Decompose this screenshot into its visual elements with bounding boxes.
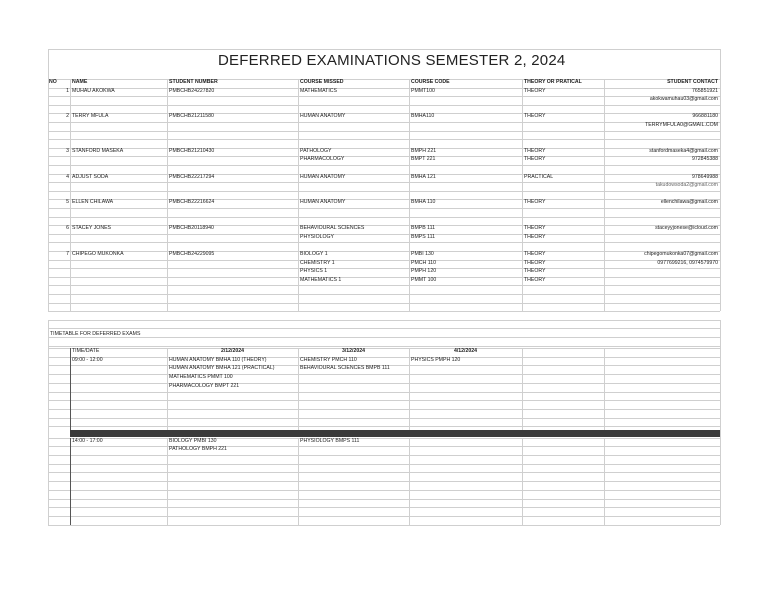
grid-line-h [48, 481, 720, 482]
student-no: 3 [66, 147, 69, 154]
grid-line-h [48, 139, 720, 140]
student-number: PMBCHB24229095 [169, 251, 215, 257]
grid-line-h [48, 242, 720, 243]
grid-line-v [70, 348, 71, 430]
student-no: 4 [66, 173, 69, 180]
student-contact: 966881180 [692, 113, 718, 120]
grid-line-v [522, 438, 523, 525]
course-code: BMHA110 [411, 113, 435, 120]
grid-line-h [48, 392, 720, 393]
student-contact: 972845388 [692, 156, 718, 163]
timetable-exam-entry: PHYSICS PMPH 120 [411, 356, 461, 363]
student-number: PMBCHB21210430 [169, 147, 215, 154]
student-contact: 0977699216, 0974579970 [657, 259, 718, 266]
exam-type: THEORY [524, 251, 546, 257]
student-name: ELLEN CHILAWA [72, 199, 114, 206]
grid-line-h [48, 165, 720, 166]
grid-line-v [70, 79, 71, 311]
course-missed: PHYSICS 1 [300, 268, 328, 275]
exam-type: THEORY [524, 259, 546, 266]
timetable-exam-entry: PHYSIOLOGY BMPS 111 [300, 437, 360, 444]
grid-line-h [48, 455, 720, 456]
grid-line-h [48, 131, 720, 132]
course-missed: PHYSIOLOGY [300, 233, 335, 240]
student-contact: stanfordmaseka4@gmail.com [649, 147, 718, 154]
grid-line-h [48, 499, 720, 500]
timetable-date-header: 3/12/2024 [341, 348, 366, 354]
grid-line-v [604, 79, 605, 311]
course-code: PMMT100 [411, 87, 435, 94]
course-code: PMMT 100 [411, 276, 437, 283]
grid-line-h [48, 464, 720, 465]
course-code: BMPT 221 [411, 156, 436, 163]
course-code: PMPH 120 [411, 268, 437, 275]
student-name: STACEY JONES [72, 225, 112, 232]
grid-line-h [48, 516, 720, 517]
student-no: 7 [66, 251, 69, 257]
header-theory-or-practical: THEORY OR PRATICAL [524, 79, 582, 85]
exam-type: THEORY [524, 276, 546, 283]
grid-line-h [48, 426, 720, 427]
grid-line-h [48, 303, 720, 304]
grid-line-h [48, 105, 720, 106]
grid-line-h [48, 472, 720, 473]
course-code: BMPS 111 [411, 233, 436, 240]
exam-type: PRACTICAL [524, 173, 554, 180]
grid-line-h [48, 409, 720, 410]
sheet-title: DEFERRED EXAMINATIONS SEMESTER 2, 2024 [218, 52, 566, 69]
header-course-code: COURSE CODE [411, 79, 450, 85]
student-contact: TERRYMFULA0@GMAIL.COM [645, 122, 718, 128]
grid-line-h [48, 507, 720, 508]
grid-line-v [298, 348, 299, 430]
course-missed: MATHEMATICS 1 [300, 276, 342, 283]
header-student-number: STUDENT NUMBER [169, 79, 218, 85]
timetable-col-time: TIME/DATE [72, 348, 100, 354]
header-course-missed: COURSE MISSED [300, 79, 344, 85]
timetable-exam-entry: BIOLOGY PMBI 130 [169, 437, 217, 444]
exam-type: THEORY [524, 199, 546, 206]
grid-line-h [48, 490, 720, 491]
student-no: 1 [66, 87, 69, 94]
grid-line-v [720, 49, 721, 311]
timetable-exam-entry: PATHOLOGY BMPH 221 [169, 446, 227, 453]
student-contact: akokwamuhau03@gmail.com [649, 96, 718, 103]
student-number: PMBCHB22216624 [169, 199, 215, 206]
course-code: PMCH 110 [411, 259, 436, 266]
student-contact: ellenchilawa@gmail.com [660, 199, 718, 206]
exam-type: THEORY [524, 233, 546, 240]
grid-line-v [720, 320, 721, 525]
course-missed: MATHEMATICS [300, 87, 337, 94]
course-missed: BIOLOGY 1 [300, 251, 328, 257]
timetable-exam-entry: CHEMISTRY PMCH 110 [300, 356, 357, 363]
grid-line-h [48, 446, 720, 447]
timetable-exam-entry: HUMAN ANATOMY BMHA 121 (PRACTICAL) [169, 365, 275, 372]
student-no: 2 [66, 113, 69, 120]
grid-line-v [409, 438, 410, 525]
timetable-exam-entry: MATHEMATICS PMMT 100 [169, 374, 233, 381]
grid-line-h [48, 374, 720, 375]
exam-type: THEORY [524, 147, 546, 154]
grid-line-h [48, 400, 720, 401]
grid-line-v [604, 348, 605, 430]
header-name: NAME [72, 79, 88, 85]
grid-line-v [167, 438, 168, 525]
student-name: STANFORD MASEKA [72, 147, 124, 154]
timetable-heading: TIMETABLE FOR DEFERRED EXAMS [50, 331, 141, 337]
course-missed: HUMAN ANATOMY [300, 173, 346, 180]
student-contact: 978649988 [692, 173, 718, 180]
student-no: 5 [66, 199, 69, 206]
timetable-exam-entry: BEHAVIOURAL SCIENCES BMPB 111 [300, 365, 390, 372]
grid-line-h [48, 49, 720, 50]
timetable-exam-entry: HUMAN ANATOMY BMHA 110 (THEORY) [169, 356, 267, 363]
student-contact: takudowsoda2@gmail.com [655, 182, 718, 189]
student-number: PMBCHB20118940 [169, 225, 214, 232]
grid-line-h [48, 311, 720, 312]
student-name: TERRY MFULA [72, 113, 109, 120]
course-missed: HUMAN ANATOMY [300, 113, 346, 120]
grid-line-h [48, 525, 720, 526]
grid-line-h [48, 208, 720, 209]
grid-line-h [48, 294, 720, 295]
student-number: PMBCHB22217294 [169, 173, 215, 180]
course-code: BMHA 110 [411, 199, 436, 206]
grid-line-v [522, 79, 523, 311]
grid-line-h [48, 418, 720, 419]
grid-line-v [409, 79, 410, 311]
grid-line-v [48, 320, 49, 525]
course-missed: BEHAVIOURAL SCIENCES [300, 225, 365, 232]
course-code: PMBI 130 [411, 251, 434, 257]
exam-type: THEORY [524, 268, 546, 275]
timetable-time-slot: 09:00 - 12:00 [72, 356, 103, 363]
exam-type: THEORY [524, 225, 546, 232]
grid-line-h [48, 383, 720, 384]
student-name: MUHAU AKOKWA [72, 87, 115, 94]
course-missed: PATHOLOGY [300, 147, 332, 154]
grid-line-h [48, 320, 720, 321]
timetable-divider [70, 430, 720, 437]
grid-line-h [48, 285, 720, 286]
course-missed: HUMAN ANATOMY [300, 199, 346, 206]
exam-type: THEORY [524, 113, 546, 120]
grid-line-v [298, 79, 299, 311]
student-name: ADJUST SODA [72, 173, 109, 180]
student-contact: 765851921 [692, 87, 718, 94]
student-number: PMBCHB21211580 [169, 113, 214, 120]
course-code: BMHA 121 [411, 173, 436, 180]
grid-line-h [48, 191, 720, 192]
header-student-contact: STUDENT CONTACT [667, 79, 718, 85]
timetable-date-header: 4/12/2024 [453, 348, 478, 354]
grid-line-v [298, 438, 299, 525]
course-code: BMPH 221 [411, 147, 437, 154]
student-number: PMBCHB24227820 [169, 87, 215, 94]
student-no: 6 [66, 225, 69, 232]
grid-line-v [604, 438, 605, 525]
exam-type: THEORY [524, 87, 546, 94]
exam-type: THEORY [524, 156, 546, 163]
grid-line-h [48, 217, 720, 218]
student-contact: chipegomukonka07@gmail.com [644, 251, 718, 257]
course-missed: CHEMISTRY 1 [300, 259, 335, 266]
timetable-date-header: 2/12/2024 [220, 348, 245, 354]
grid-line-v [167, 348, 168, 430]
student-contact: staceyyjonese@icloud.com [655, 225, 718, 232]
course-missed: PHARMACOLOGY [300, 156, 345, 163]
grid-line-v [167, 79, 168, 311]
grid-line-v [70, 438, 71, 525]
header-no: NO [49, 79, 57, 85]
student-name: CHIPEGO MUKONKA [72, 251, 124, 257]
timetable-time-slot: 14:00 - 17:00 [72, 437, 103, 444]
course-code: BMPB 111 [411, 225, 436, 232]
timetable-exam-entry: PHARMACOLOGY BMPT 221 [169, 382, 240, 389]
